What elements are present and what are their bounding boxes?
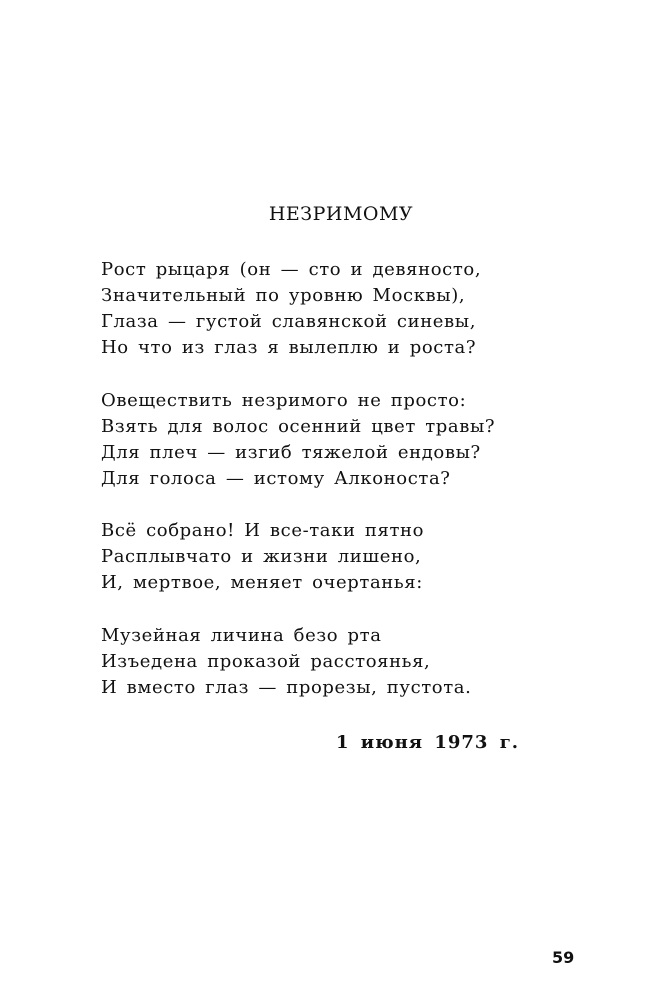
page-number: 59	[552, 948, 575, 967]
poem-line: Всё собрано! И все-таки пятно	[101, 520, 425, 541]
poem-line: Расплывчато и жизни лишено,	[101, 546, 422, 567]
poem-line: Значительный по уровню Москвы),	[101, 285, 466, 306]
poem-line: Глаза — густой славянской синевы,	[101, 311, 477, 332]
poem-title: НЕЗРИМОМУ	[268, 203, 414, 225]
poem-line: Но что из глаз я вылеплю и роста?	[101, 337, 477, 358]
poem-line: Для голоса — истому Алконоста?	[101, 468, 451, 489]
poem-line: Взять для волос осенний цвет травы?	[101, 416, 496, 437]
poem-line: Изъедена проказой расстоянья,	[101, 651, 431, 672]
stanza-3	[101, 518, 424, 596]
poem-line: И, мертвое, меняет очертанья:	[101, 572, 423, 593]
poem-line: Овеществить незримого не просто:	[101, 390, 467, 411]
stanza-2	[101, 388, 495, 492]
stanza-4	[101, 623, 471, 701]
poem-line: Для плеч — изгиб тяжелой ендовы?	[101, 442, 481, 463]
poem-date: 1 июня 1973 г.	[336, 732, 519, 753]
stanza-1	[101, 257, 481, 361]
poem-line: Музейная личина безо рта	[101, 625, 382, 646]
poem-line: Рост рыцаря (он — сто и девяносто,	[101, 259, 482, 280]
poem-line: И вместо глаз — прорезы, пустота.	[101, 677, 472, 698]
